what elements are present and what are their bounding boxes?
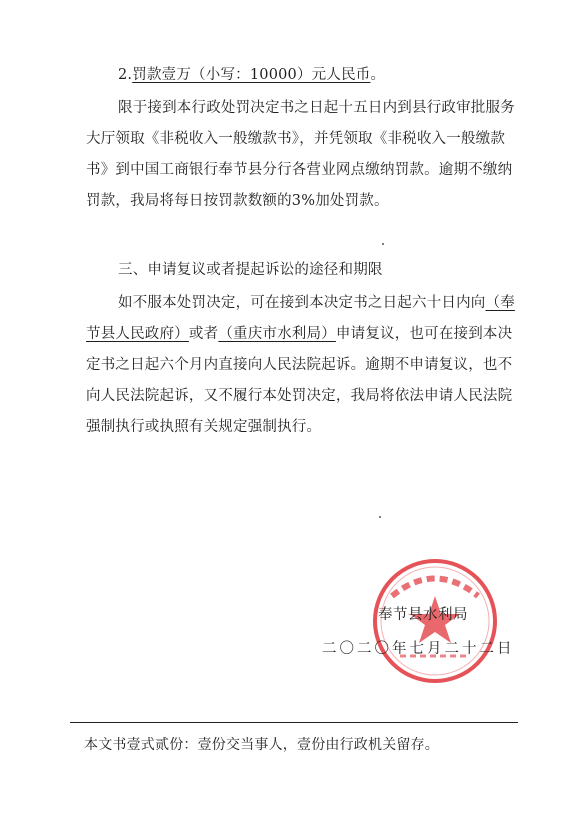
section-3-heading: 三、申请复议或者提起诉讼的途径和期限 <box>118 262 383 278</box>
footer-divider <box>70 722 518 723</box>
footer-note: 本文书壹式贰份：壹份交当事人，壹份由行政机关留存。 <box>84 737 439 753</box>
fine-amount: 罚款壹万（小写：10000）元人民币 <box>132 67 371 83</box>
payment-paragraph: 限于接到本行政处罚决定书之日起十五日内到县行政审批服务大厅领取《非税收入一般缴款书》，并凭领取《非税收入一般缴款书》到中国工商银行奉节县分行各营业网点缴纳罚款。逾期不缴纳罚款，我局将每日按罚款数额的3%加处罚款。 <box>86 100 515 209</box>
item-2-label: 2. <box>118 67 133 83</box>
signature-date: 二〇二〇年七月二十二日 <box>322 641 515 657</box>
item-2-fine: 2.罚款壹万（小写：10000）元人民币。 <box>118 67 386 83</box>
review-org-2: （重庆市水利局） <box>218 326 336 342</box>
review-paragraph: 如不服本处罚决定，可在接到本决定书之日起六十日内向（奉节县人民政府）或者（重庆市水利局）申请复议，也可在接到本决定书之日起六个月内直接向人民法院起诉。逾期不申请复议，也不向人民法院起诉，又不履行本处罚决定，我局将依法申请人民法院强制执行或执照有关规定强制执行。 <box>86 295 515 435</box>
review-org-1: （奉节县人民政府） <box>86 295 515 342</box>
scan-speck <box>382 243 384 245</box>
signature-organization: 奉节县水利局 <box>378 607 468 623</box>
scan-speck <box>379 516 381 518</box>
